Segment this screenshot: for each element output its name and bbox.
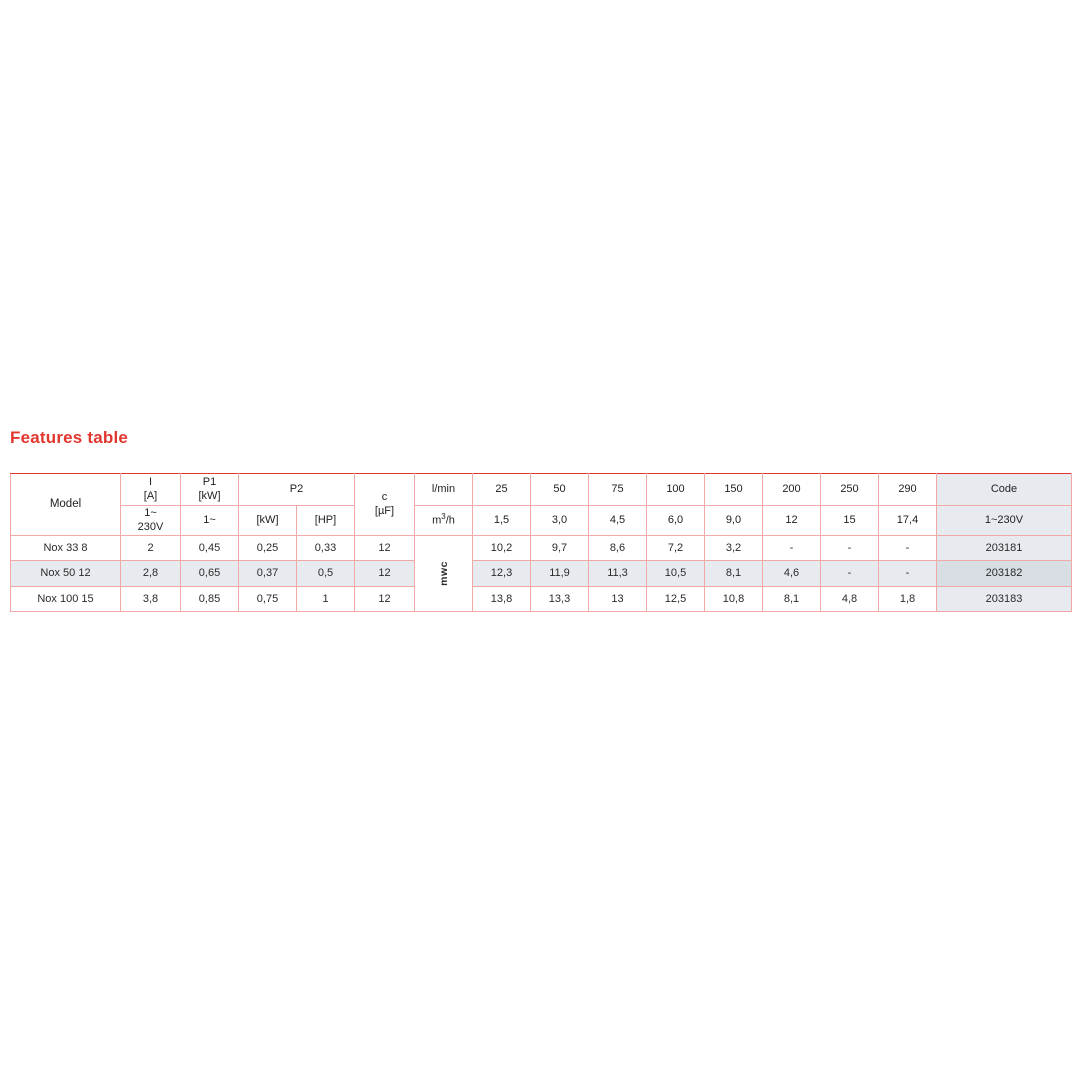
cell-current: 2,8 — [121, 561, 181, 586]
cell-p2-hp: 0,33 — [297, 536, 355, 561]
cell-model: Nox 100 15 — [11, 586, 121, 611]
header-p1-symbol: P1 — [202, 475, 217, 488]
header-flow2-9-0: 9,0 — [705, 506, 763, 536]
cell-head-290: - — [879, 536, 937, 561]
header-capacitor-symbol: c — [381, 490, 388, 503]
cell-p2-kw: 0,25 — [239, 536, 297, 561]
header-capacitor-unit: [µF] — [374, 504, 395, 517]
cell-head-150: 8,1 — [705, 561, 763, 586]
cell-head-150: 10,8 — [705, 586, 763, 611]
header-flow-250: 250 — [821, 474, 879, 506]
header-p2-kw: [kW] — [239, 506, 297, 536]
header-flow-290: 290 — [879, 474, 937, 506]
cell-code: 203181 — [937, 536, 1072, 561]
cell-head-250: - — [821, 536, 879, 561]
header-current-voltage-line2: 230V — [137, 520, 164, 533]
cell-p2-hp: 0,5 — [297, 561, 355, 586]
header-flow2-15: 15 — [821, 506, 879, 536]
cell-head-250: 4,8 — [821, 586, 879, 611]
cell-current: 3,8 — [121, 586, 181, 611]
table-row — [11, 536, 1072, 561]
cell-head-100: 7,2 — [647, 536, 705, 561]
header-current-symbol: I — [148, 475, 153, 488]
header-flow-50: 50 — [531, 474, 589, 506]
cell-p1: 0,65 — [181, 561, 239, 586]
header-flow2-4-5: 4,5 — [589, 506, 647, 536]
header-flow2-17-4: 17,4 — [879, 506, 937, 536]
cell-head-25: 12,3 — [473, 561, 531, 586]
cell-code: 203182 — [937, 561, 1072, 586]
header-flow-unit-m3h-exponent: 3 — [441, 512, 446, 522]
page-title: Features table — [10, 428, 129, 447]
cell-head-200: 4,6 — [763, 561, 821, 586]
head-axis-label-cell: mwc — [415, 536, 473, 612]
header-p1-unit: [kW] — [198, 489, 221, 502]
header-row-top — [11, 474, 1072, 506]
header-flow-150: 150 — [705, 474, 763, 506]
header-code: Code — [937, 474, 1072, 506]
header-flow-200: 200 — [763, 474, 821, 506]
cell-head-250: - — [821, 561, 879, 586]
header-flow2-1-5: 1,5 — [473, 506, 531, 536]
cell-head-200: - — [763, 536, 821, 561]
header-flow-unit-lmin: l/min — [415, 474, 473, 506]
header-p2: P2 — [239, 474, 355, 506]
header-code-voltage: 1~230V — [937, 506, 1072, 536]
features-table-container — [10, 473, 1072, 612]
header-flow-unit-m3h-suffix: /h — [445, 514, 455, 527]
cell-p2-hp: 1 — [297, 586, 355, 611]
header-flow2-6-0: 6,0 — [647, 506, 705, 536]
cell-head-100: 10,5 — [647, 561, 705, 586]
header-flow-unit-m3h-prefix: m — [432, 514, 442, 527]
cell-model: Nox 50 12 — [11, 561, 121, 586]
table-header — [11, 474, 1072, 536]
cell-p1: 0,85 — [181, 586, 239, 611]
table-row — [11, 586, 1072, 611]
cell-capacitor: 12 — [355, 536, 415, 561]
header-row-sub — [11, 506, 1072, 536]
cell-head-75: 8,6 — [589, 536, 647, 561]
cell-p1: 0,45 — [181, 536, 239, 561]
cell-head-290: 1,8 — [879, 586, 937, 611]
header-p2-hp: [HP] — [297, 506, 355, 536]
cell-head-75: 13 — [589, 586, 647, 611]
table-body — [11, 536, 1072, 612]
cell-head-50: 13,3 — [531, 586, 589, 611]
header-model: Model — [11, 474, 121, 536]
features-table — [10, 473, 1072, 612]
cell-head-25: 10,2 — [473, 536, 531, 561]
cell-head-290: - — [879, 561, 937, 586]
cell-head-100: 12,5 — [647, 586, 705, 611]
cell-model: Nox 33 8 — [11, 536, 121, 561]
cell-capacitor: 12 — [355, 586, 415, 611]
table-row — [11, 561, 1072, 586]
cell-head-200: 8,1 — [763, 586, 821, 611]
cell-head-25: 13,8 — [473, 586, 531, 611]
header-current-voltage — [121, 506, 181, 536]
cell-p2-kw: 0,75 — [239, 586, 297, 611]
header-current — [121, 474, 181, 506]
cell-code: 203183 — [937, 586, 1072, 611]
header-current-voltage-line1: 1~ — [144, 506, 157, 519]
header-capacitor — [355, 474, 415, 536]
header-flow-100: 100 — [647, 474, 705, 506]
header-p1 — [181, 474, 239, 506]
cell-head-75: 11,3 — [589, 561, 647, 586]
header-flow-25: 25 — [473, 474, 531, 506]
cell-head-50: 9,7 — [531, 536, 589, 561]
cell-head-50: 11,9 — [531, 561, 589, 586]
cell-p2-kw: 0,37 — [239, 561, 297, 586]
header-current-unit: [A] — [143, 489, 158, 502]
header-p1-phase: 1~ — [181, 506, 239, 536]
cell-capacitor: 12 — [355, 561, 415, 586]
cell-current: 2 — [121, 536, 181, 561]
header-flow2-12: 12 — [763, 506, 821, 536]
cell-head-150: 3,2 — [705, 536, 763, 561]
header-flow2-3-0: 3,0 — [531, 506, 589, 536]
header-flow-unit-m3h — [415, 506, 473, 536]
header-flow-75: 75 — [589, 474, 647, 506]
